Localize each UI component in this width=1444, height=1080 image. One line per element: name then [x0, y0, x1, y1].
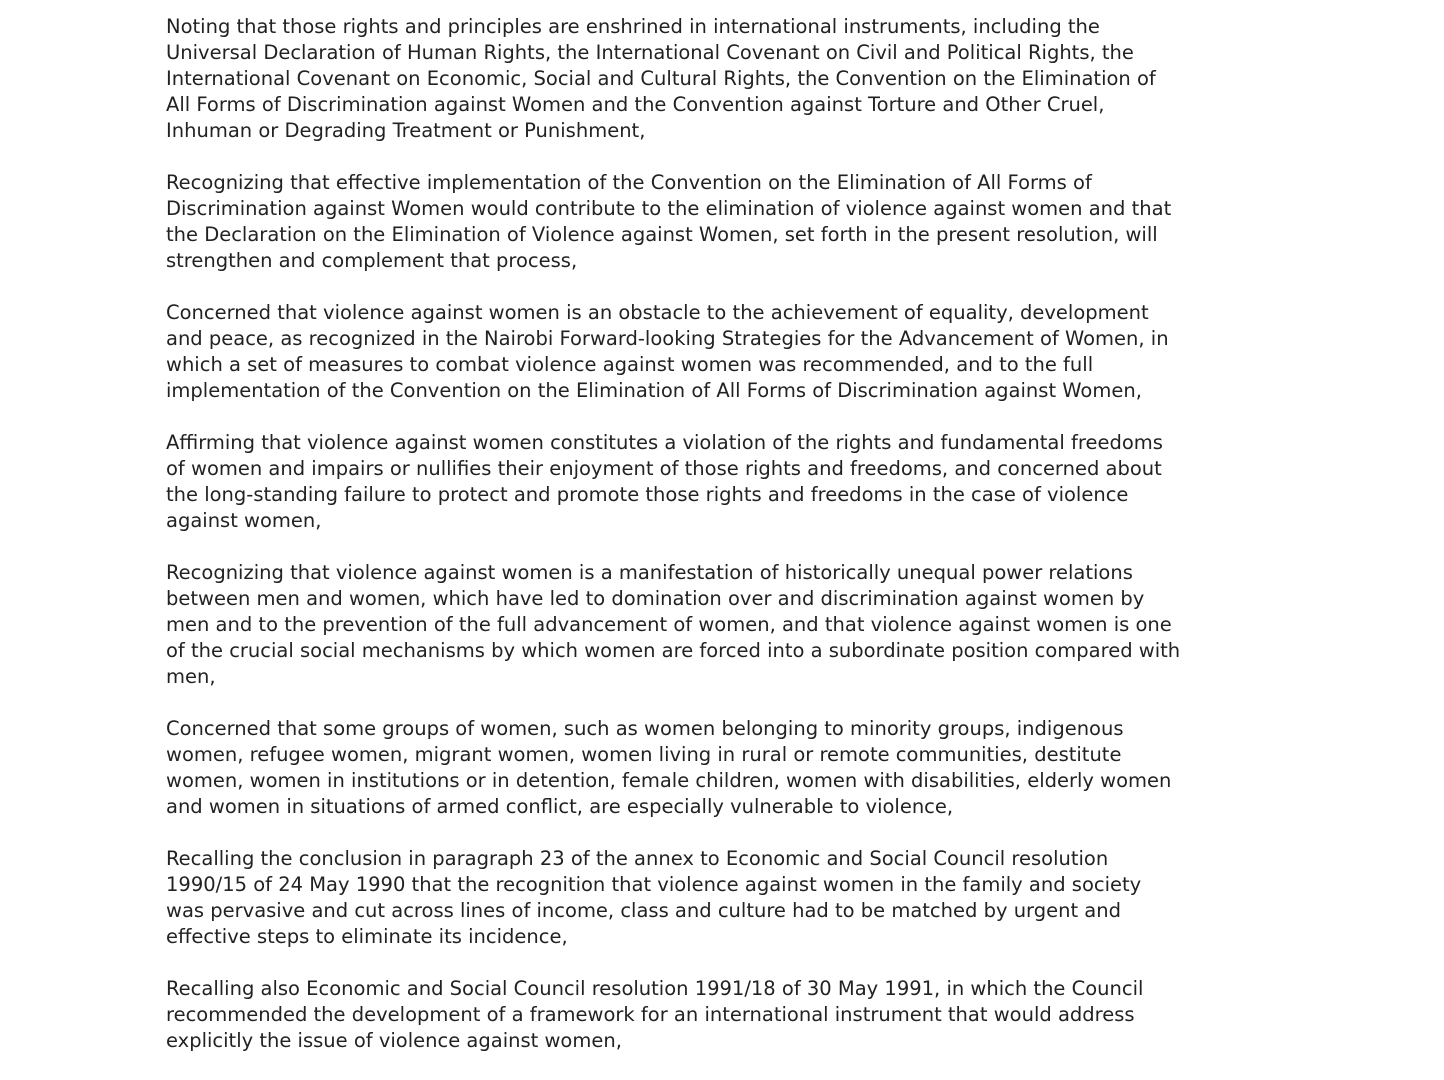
- document-body: [166, 14, 1286, 1080]
- paragraph-affirming: Affirming that violence against women constitutes a violation of the rights and fundamental freedoms of women and impairs or nullifies their enjoyment of those rights and freedoms, and concerned about the long-standing failure to protect and promote those rights and freedoms in the case of violence against women,: [166, 431, 1163, 532]
- paragraph-noting: Noting that those rights and principles are enshrined in international instruments, including the Universal Declaration of Human Rights, the International Covenant on Civil and Political Rights, the International Covenant on Economic, Social and Cultural Rights, the Convention on the Elimination of All Forms of Discrimination against Women and the Convention against Torture and Other Cruel, Inhuman or Degrading Treatment or Punishment,: [166, 15, 1156, 142]
- paragraph-recognizing-convention: Recognizing that effective implementation of the Convention on the Elimination of All Forms of Discrimination against Women would contribute to the elimination of violence against women and that the Declaration on the Elimination of Violence against Women, set forth in the present resolution, will strengthen and complement that process,: [166, 171, 1172, 272]
- paragraph-recalling-1990-15: Recalling the conclusion in paragraph 23 of the annex to Economic and Social Council resolution 1990/15 of 24 May 1990 that the recognition that violence against women in the family and society was pervasive and cut across lines of income, class and culture had to be matched by urgent and effective steps to eliminate its incidence,: [166, 847, 1142, 948]
- paragraph-concerned-obstacle: Concerned that violence against women is an obstacle to the achievement of equality, development and peace, as recognized in the Nairobi Forward-looking Strategies for the Advancement of Women, in which a set of measures to combat violence against women was recommended, and to the full implementation of the Convention on the Elimination of All Forms of Discrimination against Women,: [166, 301, 1169, 402]
- paragraph-concerned-vulnerable-groups: Concerned that some groups of women, such as women belonging to minority groups, indigenous women, refugee women, migrant women, women living in rural or remote communities, destitute women, women in institutions or in detention, female children, women with disabilities, elderly women and women in situations of armed conflict, are especially vulnerable to violence,: [166, 717, 1172, 818]
- paragraph-recognizing-power-relations: Recognizing that violence against women is a manifestation of historically unequal power relations between men and women, which have led to domination over and discrimination against women by men and to the prevention of the full advancement of women, and that violence against women is one of the crucial social mechanisms by which women are forced into a subordinate position compared with men,: [166, 561, 1181, 688]
- paragraph-recalling-1991-18: Recalling also Economic and Social Council resolution 1991/18 of 30 May 1991, in which the Council recommended the development of a framework for an international instrument that would address explicitly the issue of violence against women,: [166, 977, 1144, 1052]
